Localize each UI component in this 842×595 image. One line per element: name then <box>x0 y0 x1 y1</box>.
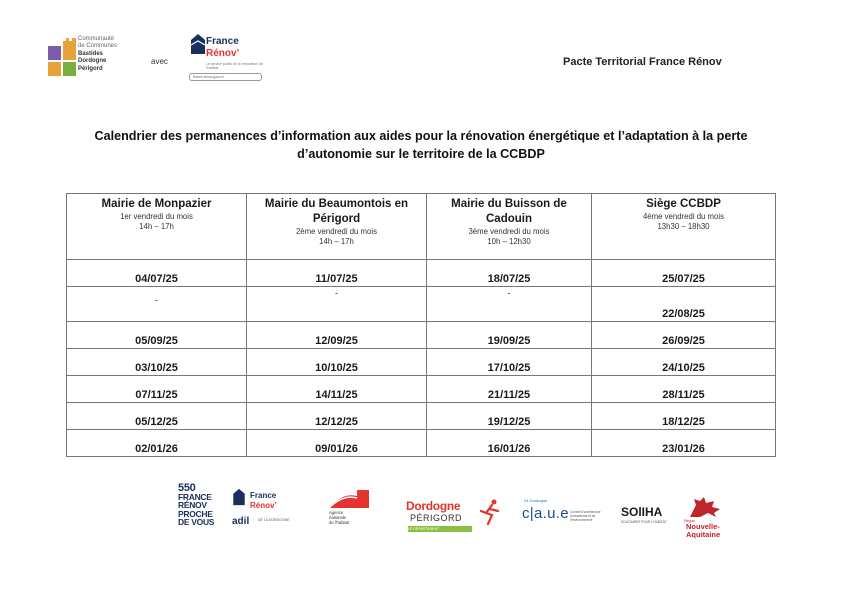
logo-soliha: SOlIHA SOLIDAIRES POUR L'HABITAT <box>621 505 667 524</box>
logo-nouvelle-aquitaine: Région Nouvelle- Aquitaine <box>684 495 734 541</box>
table-cell: 12/09/25 <box>247 322 427 349</box>
table-cell: 17/10/25 <box>427 349 592 376</box>
table-cell: 18/07/25 <box>427 260 592 287</box>
table-cell: 23/01/26 <box>592 430 776 457</box>
table-cell: 21/11/25 <box>427 376 592 403</box>
table-cell: 11/07/25 <box>247 260 427 287</box>
anah-text: Agence nationale de l'habitat <box>329 510 350 525</box>
table-row <box>67 403 776 430</box>
table-cell: - <box>67 287 247 322</box>
logo-caue: 24 Dordogne c|a.u.e Conseil d'architecture d'urbanisme et de l'environnement <box>522 498 601 522</box>
house-icon <box>232 488 246 506</box>
table-cell: 19/09/25 <box>427 322 592 349</box>
table-cell: 03/10/25 <box>67 349 247 376</box>
table-row <box>67 287 776 322</box>
column-header-siege: Siège CCBDP 4ème vendredi du mois 13h30 – 18h30 <box>592 194 776 260</box>
table-cell: 26/09/25 <box>592 322 776 349</box>
table-cell: 19/12/25 <box>427 403 592 430</box>
table-cell: 05/09/25 <box>67 322 247 349</box>
table-cell: - <box>247 287 427 322</box>
table-cell: 24/10/25 <box>592 349 776 376</box>
ccbdp-logo <box>48 36 140 78</box>
schedule-table <box>66 193 776 457</box>
logo-anah <box>327 488 391 534</box>
with-label: avec <box>151 57 168 66</box>
table-cell: 25/07/25 <box>592 260 776 287</box>
table-row <box>67 349 776 376</box>
table-cell: 02/01/26 <box>67 430 247 457</box>
france-renov-logo: France Rénov’ Le service public de la rénovation de l’habitat france-renov.gouv.fr <box>188 29 268 81</box>
table-cell: 28/11/25 <box>592 376 776 403</box>
table-row <box>67 322 776 349</box>
table-cell: 22/08/25 <box>592 287 776 322</box>
column-header-monpazier: Mairie de Monpazier 1er vendredi du mois 14h – 17h <box>67 194 247 260</box>
column-header-beaumontois: Mairie du Beaumontois en Périgord 2ème vendredi du mois 14h – 17h <box>247 194 427 260</box>
table-cell: 10/10/25 <box>247 349 427 376</box>
table-cell: 16/01/26 <box>427 430 592 457</box>
house-icon <box>190 33 206 55</box>
table-cell: 05/12/25 <box>67 403 247 430</box>
logo-france-renov-adil: France Rénov’ adil DE LA DORDOGNE <box>232 488 302 538</box>
document-header-title: Pacte Territorial France Rénov <box>563 56 722 68</box>
runner-icon <box>480 499 500 525</box>
table-cell: 12/12/25 <box>247 403 427 430</box>
table-cell: 14/11/25 <box>247 376 427 403</box>
table-cell: - <box>427 287 592 322</box>
logo-dordogne-perigord: Dordogne PÉRIGORD LE DÉPARTEMENT <box>404 497 500 537</box>
anah-swoosh-icon <box>327 488 375 510</box>
table-row <box>67 430 776 457</box>
ccbdp-name: Communauté de Communes Bastides Dordogne Périgord <box>78 36 118 72</box>
lion-icon <box>686 495 726 519</box>
column-header-buisson: Mairie du Buisson de Cadouin 3ème vendredi du mois 10h – 12h30 <box>427 194 592 260</box>
page-title: Calendrier des permanences d’information aux aides pour la rénovation énergétique et l’adaptation à la perte d’autonomie sur le territoire de la CCBDP <box>94 129 748 161</box>
table-row <box>67 376 776 403</box>
table-cell: 04/07/25 <box>67 260 247 287</box>
table-cell: 07/11/25 <box>67 376 247 403</box>
logo-550-france-renov: 550 FRANCE RÉNOV PROCHE DE VOUS <box>178 482 215 528</box>
table-header-row <box>67 194 776 260</box>
table-cell: 18/12/25 <box>592 403 776 430</box>
table-cell: 09/01/26 <box>247 430 427 457</box>
castle-icon <box>48 38 76 76</box>
region-name: Nouvelle- Aquitaine <box>686 522 721 539</box>
table-row <box>67 260 776 287</box>
